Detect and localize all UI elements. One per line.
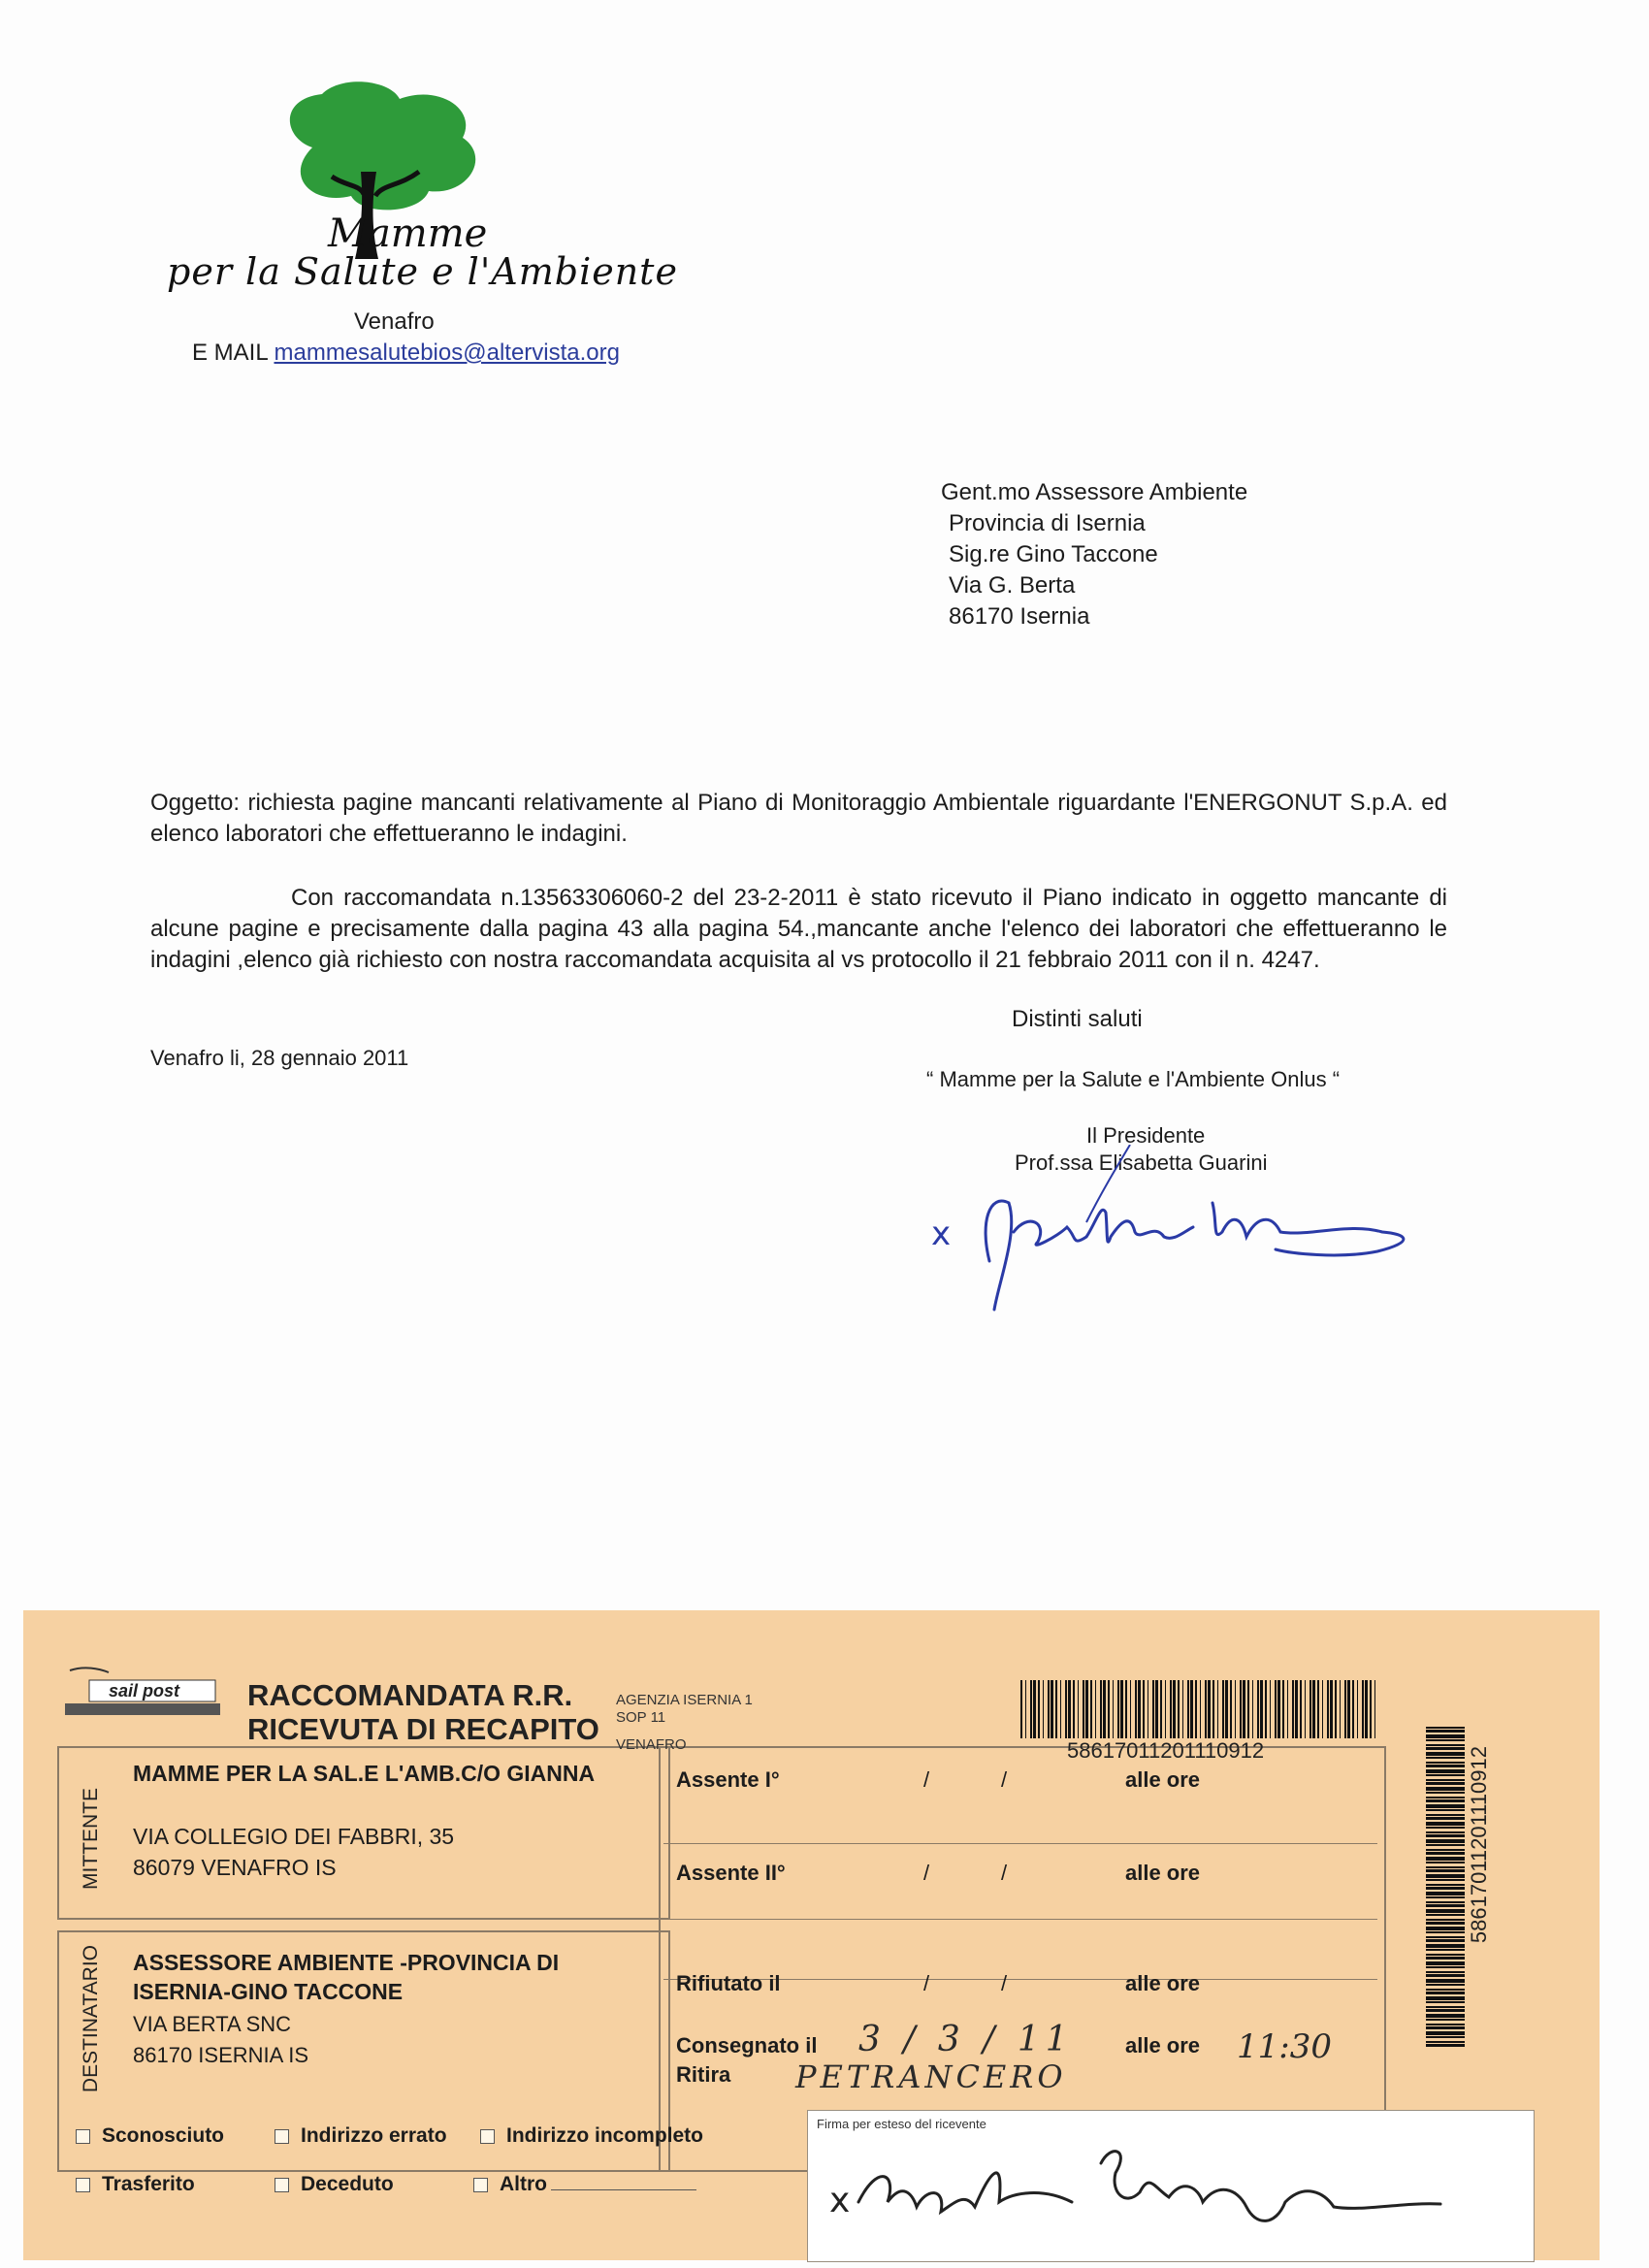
recipient-signature-label: Firma per esteso del ricevente xyxy=(817,2117,986,2131)
delivery-status-box xyxy=(659,1746,1386,2172)
time-label: alle ore xyxy=(1125,1971,1201,1995)
option-checkbox[interactable] xyxy=(480,2124,703,2148)
recipient-receipt-line: ISERNIA-GINO TACCONE xyxy=(133,1979,404,2004)
agency-line: VENAFRO xyxy=(616,1736,687,1753)
date-slash: / xyxy=(1001,1767,1008,1792)
option-checkbox[interactable] xyxy=(275,2173,394,2196)
recipient-receipt-line: 86170 ISERNIA IS xyxy=(133,2043,308,2067)
option-label: Trasferito xyxy=(102,2173,195,2195)
absent-second-label: Assente II° xyxy=(676,1861,786,1885)
divider xyxy=(663,1919,1377,1920)
signatory-title: Il Presidente xyxy=(1086,1123,1206,1148)
option-label: Sconosciuto xyxy=(102,2124,225,2147)
date-slash: / xyxy=(1001,1861,1008,1885)
date-slash: / xyxy=(923,1861,930,1885)
other-write-line xyxy=(551,2189,696,2190)
recipient-line: Via G. Berta xyxy=(949,572,1076,599)
recipient-signature xyxy=(820,2134,1518,2255)
letter-body xyxy=(150,883,1447,976)
option-label: Indirizzo errato xyxy=(301,2124,447,2147)
option-label: Indirizzo incompleto xyxy=(506,2124,703,2147)
option-label: Altro xyxy=(500,2173,547,2195)
recipient-receipt-line: VIA BERTA SNC xyxy=(133,2012,292,2036)
letter-body-text: Con raccomandata n.13563306060-2 del 23-2-2011 è stato ricevuto il Piano indicato in oggetto mancante di alcune pagine e precisamente dalla pagina 43 alla pagina 54.,mancante anche l'elenco dei laboratori che effettueranno le indagini ,elenco già richiesto con nostra raccomandata acquisita al vs protocollo il 21 febbraio 2011 con il n. 4247. xyxy=(150,885,1447,973)
checkbox-box[interactable] xyxy=(480,2129,495,2144)
checkbox-box[interactable] xyxy=(473,2178,488,2192)
option-label: Deceduto xyxy=(301,2173,394,2195)
checkbox-box[interactable] xyxy=(76,2129,90,2144)
email-link[interactable]: mammesalutebios@altervista.org xyxy=(274,340,620,366)
barcode-number-vertical: 58617011201110912 xyxy=(1467,1746,1491,1944)
email-label: E MAIL xyxy=(192,340,268,366)
date-slash: / xyxy=(923,1767,930,1792)
option-checkbox[interactable] xyxy=(76,2124,224,2148)
signature-x-mark: x xyxy=(931,1215,952,1253)
checkbox-box[interactable] xyxy=(76,2178,90,2192)
recipient-label: DESTINATARIO xyxy=(80,1945,102,2093)
association-name: “ Mamme per la Salute e l'Ambiente Onlus “ xyxy=(926,1067,1341,1091)
divider xyxy=(663,1843,1377,1844)
logo-text-subtitle: per la Salute e l'Ambiente xyxy=(167,250,678,293)
time-label: alle ore xyxy=(1125,1767,1201,1792)
recipient-line: Provincia di Isernia xyxy=(949,510,1146,536)
recipient-line: Gent.mo Assessore Ambiente xyxy=(941,479,1248,505)
sender-label: MITTENTE xyxy=(80,1788,102,1890)
checkbox-box[interactable] xyxy=(275,2129,289,2144)
sender-line: VIA COLLEGIO DEI FABBRI, 35 xyxy=(133,1824,455,1849)
collect-label: Ritira xyxy=(676,2062,731,2087)
agency-line: SOP 11 xyxy=(616,1709,666,1726)
option-checkbox[interactable] xyxy=(275,2124,447,2148)
letterhead-email-line xyxy=(192,340,620,367)
letter-date: Venafro li, 28 gennaio 2011 xyxy=(150,1046,409,1070)
handwritten-delivery-date: 3 / 3 / 11 xyxy=(858,2020,1074,2059)
signatory-name: Prof.ssa Elisabetta Guarini xyxy=(1015,1150,1268,1175)
letterhead-city: Venafro xyxy=(354,308,435,335)
sail-post-logo xyxy=(60,1661,225,1719)
absent-first-label: Assente I° xyxy=(676,1767,780,1792)
refused-label: Rifiutato il xyxy=(676,1971,781,1995)
letter-closing: Distinti saluti xyxy=(1012,1006,1143,1032)
sail-post-brand: sail post xyxy=(109,1681,180,1701)
recipient-signature-x-mark: x xyxy=(829,2181,851,2220)
delivered-label: Consegnato il xyxy=(676,2033,818,2057)
logo-text-mamme: Mamme xyxy=(328,211,488,256)
recipient-line: Sig.re Gino Taccone xyxy=(949,541,1158,567)
receipt-title: RACCOMANDATA R.R. xyxy=(247,1678,573,1712)
handwritten-delivery-time: 11:30 xyxy=(1237,2027,1332,2066)
checkbox-box[interactable] xyxy=(275,2178,289,2192)
recipient-address xyxy=(941,477,1247,632)
option-checkbox[interactable] xyxy=(473,2173,696,2196)
handwritten-collector-name: PETRANCERO xyxy=(795,2058,1067,2095)
barcode-horizontal xyxy=(1020,1680,1379,1738)
agency-line: AGENZIA ISERNIA 1 xyxy=(616,1692,753,1708)
sender-line: MAMME PER LA SAL.E L'AMB.C/O GIANNA xyxy=(133,1761,596,1786)
sender-line: 86079 VENAFRO IS xyxy=(133,1855,337,1880)
handwritten-signature xyxy=(922,1145,1436,1319)
recipient-line: 86170 Isernia xyxy=(949,603,1090,630)
time-label: alle ore xyxy=(1125,1861,1201,1885)
option-checkbox[interactable] xyxy=(76,2173,195,2196)
letter-subject: Oggetto: richiesta pagine mancanti relativamente al Piano di Monitoraggio Ambientale riguardante l'ENERGONUT S.p.A. ed elenco laboratori che effettueranno le indagini. xyxy=(150,790,1447,847)
recipient-receipt-line: ASSESSORE AMBIENTE -PROVINCIA DI xyxy=(133,1950,560,1975)
receipt-subtitle: RICEVUTA DI RECAPITO xyxy=(247,1712,599,1746)
date-slash: / xyxy=(1001,1971,1008,1995)
barcode-number: 58617011201110912 xyxy=(1067,1738,1265,1763)
time-label: alle ore xyxy=(1125,2033,1201,2057)
date-slash: / xyxy=(923,1971,930,1995)
